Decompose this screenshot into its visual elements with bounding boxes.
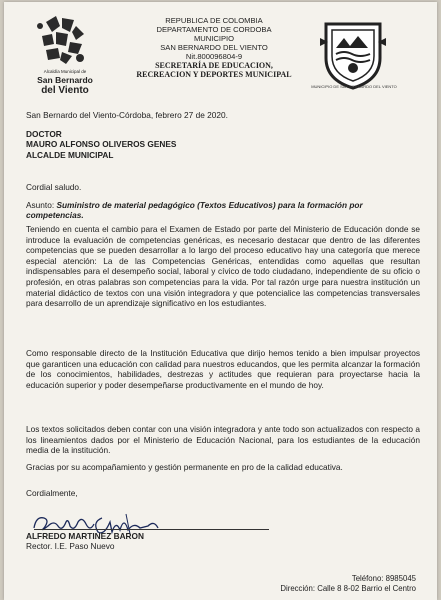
- seal-caption: MUNICIPIO DE SAN BERNARDO DEL VIENTO: [311, 84, 397, 89]
- signature-line: [34, 529, 269, 530]
- letter-page: [4, 2, 437, 600]
- recipient-position: ALCALDE MUNICIPAL: [26, 149, 114, 160]
- header-municipality-name: SAN BERNARDO DEL VIENTO: [160, 43, 268, 52]
- signer-role: Rector. I.E. Paso Nuevo: [26, 541, 115, 551]
- footer-phone: Teléfono: 8985045: [351, 574, 416, 583]
- subject-line: [26, 200, 420, 221]
- header-secretaria: SECRETARÍA DE EDUCACION,: [155, 61, 273, 70]
- body-paragraph: Gracias por su acompañamiento y gestión permanente en pro de la calidad educativa.: [26, 462, 343, 472]
- footer-address: Dirección: Calle 8 8-02 Barrio el Centro: [280, 584, 416, 593]
- body-paragraph: Como responsable directo de la Institución Educativa que dirijo hemos tenido a bien impulsar proyectos que garanticen una educación con calidad para nuestros educandos, que les permita alcanzar la formación de los conocimientos, habilidades, destrezas y actitudes que requieran para proyectarse hacia la educación superior y poder desempeñarse productivamente en el mundo de hoy.: [26, 348, 420, 390]
- municipal-seal-icon: [318, 18, 388, 90]
- header-nit: Nit.800096804-9: [185, 52, 243, 61]
- closing: Cordialmente,: [26, 488, 78, 498]
- header-secretaria-cont: RECREACION Y DEPORTES MUNICIPAL: [136, 70, 292, 79]
- logo-caption-small: Alcaldía Municipal de: [43, 69, 87, 74]
- header-department: DEPARTAMENTO DE CORDOBA: [156, 25, 272, 34]
- recipient-name: MAURO ALFONSO OLIVEROS GENES: [26, 139, 177, 150]
- recipient-block: [26, 129, 420, 160]
- logo-caption-line1: San Bernardo: [37, 75, 93, 85]
- subject-text: Suministro de material pedagógico (Textos Educativos) para la formación por competencias.: [26, 200, 363, 221]
- footer-contact: [216, 574, 416, 594]
- logo-caption-line2: del Viento: [41, 85, 89, 96]
- body-paragraph: Teniendo en cuenta el cambio para el Examen de Estado por parte del Ministerio de Educación donde se introduce la evaluación de competencias genéricas, es necesario destacar que dentro de las diferentes competencias que se pueden desarrollar a lo largo del proceso educativo hay una categoría que merece especial atención: La de las Competencias Genéricas, entendidas como aquellas que resultan indispensables para el desempeño social, laboral y cívico de todo ciudadano, independiente de su oficio o profesión, en otras palabras son competencias para la vida. Por tal razón urge para nuestra institución un material didáctico de textos con una visión integradora y que potencialice las competencias transversales para desarrollo de un aprendizaje significativo en los estudiantes.: [26, 224, 420, 309]
- subject-label: Asunto:: [26, 200, 57, 210]
- body-paragraph: Los textos solicitados deben contar con una visión integradora y ante todo son actualizados con respecto a los lineamientos dados por el Ministerio de Educación Nacional, para los estudiantes de la educación media de la institución.: [26, 424, 420, 456]
- signer-block: [26, 531, 144, 551]
- greeting: Cordial saludo.: [26, 182, 82, 192]
- municipal-logo-icon: [34, 12, 94, 70]
- recipient-title: DOCTOR: [26, 129, 62, 139]
- signer-name: ALFREDO MARTINEZ BARON: [26, 531, 144, 541]
- header-country: REPUBLICA DE COLOMBIA: [165, 16, 263, 25]
- letterhead: [108, 16, 320, 79]
- municipal-logo: [20, 12, 106, 98]
- letter-date: San Bernardo del Viento-Córdoba, febrero 27 de 2020.: [26, 110, 228, 120]
- header-municipio: MUNICIPIO: [193, 34, 235, 43]
